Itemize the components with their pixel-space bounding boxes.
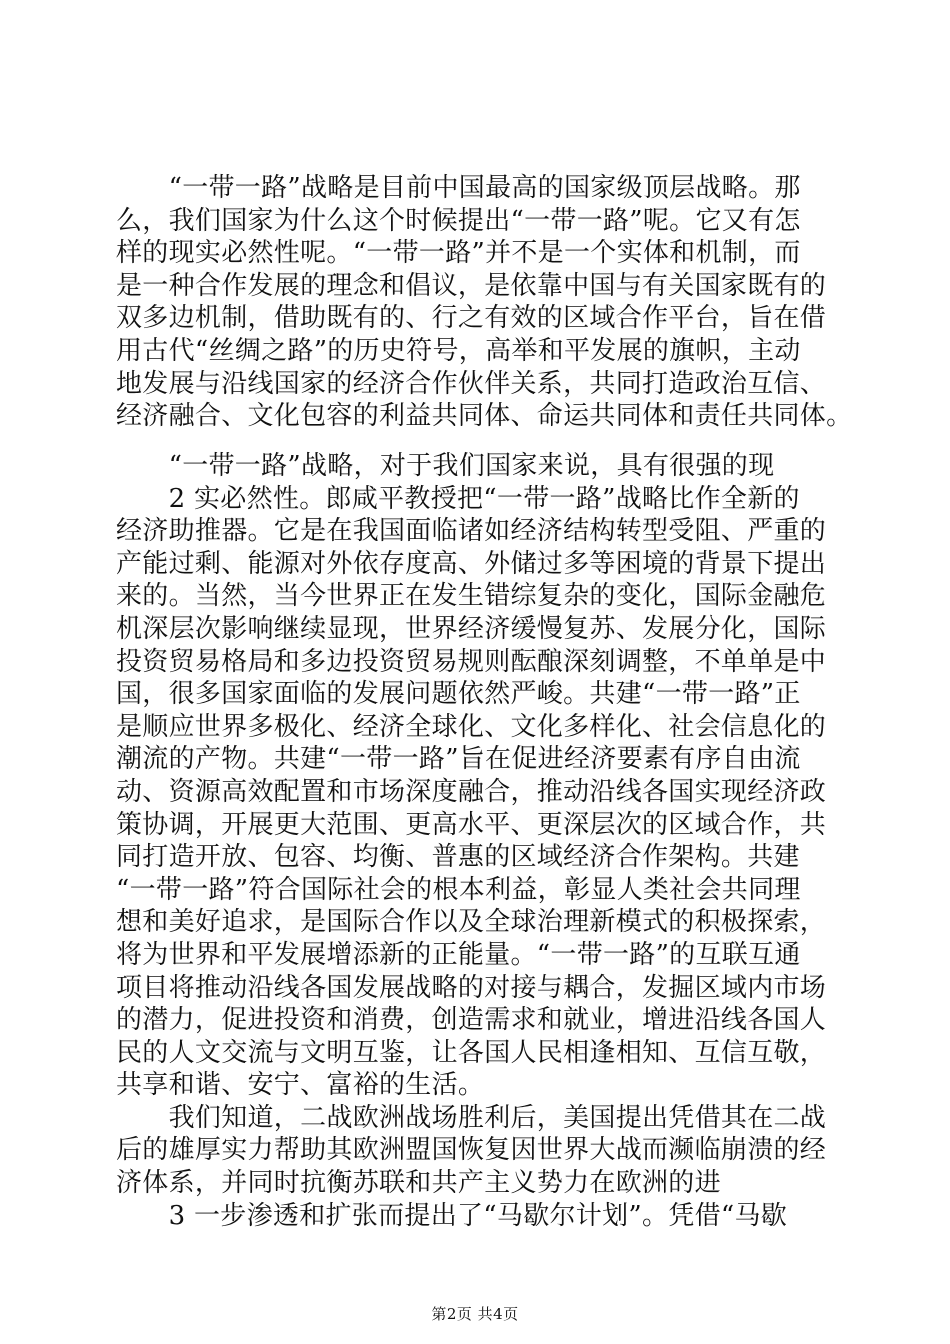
text-line: 的潜力，促进投资和消费，创造需求和就业，增进沿线各国人 [116, 1005, 827, 1036]
text-line: 机深层次影响继续显现，世界经济缓慢复苏、发展分化，国际 [116, 613, 827, 644]
paragraph-2 [116, 450, 846, 1232]
text-line: 地发展与沿线国家的经济合作伙伴关系，共同打造政治互信、 [116, 368, 827, 399]
text-line: 双多边机制，借助既有的、行之有效的区域合作平台，旨在借 [116, 303, 827, 334]
text-line: 来的。当然，当今世界正在发生错综复杂的变化，国际金融危 [116, 581, 827, 612]
text-line: 项目将推动沿线各国发展战略的对接与耦合，发掘区域内市场 [116, 972, 827, 1003]
paragraph-1 [116, 172, 853, 433]
text-line: “一带一路”战略是目前中国最高的国家级顶层战略。那 [116, 173, 801, 203]
text-line: 经济助推器。它是在我国面临诸如经济结构转型受阻、严重的 [116, 516, 827, 547]
text-line: 经济融合、文化包容的利益共同体、命运共同体和责任共同体。 [116, 401, 853, 432]
text-line: 策协调，开展更大范围、更高水平、更深层次的区域合作，共 [116, 809, 827, 840]
text-line: 济体系，并同时抗衡苏联和共产主义势力在欧洲的进 [116, 1168, 721, 1199]
text-line: 我们知道，二战欧洲战场胜利后，美国提出凭借其在二战 [116, 1102, 827, 1133]
text-line: 投资贸易格局和多边投资贸易规则酝酿深刻调整，不单单是中 [116, 646, 827, 677]
text-line: 民的人文交流与文明互鉴，让各国人民相逢相知、互信互敬， [116, 1037, 827, 1068]
text-line: 潮流的产物。共建“一带一路”旨在促进经济要素有序自由流 [116, 744, 801, 775]
text-line: 同打造开放、包容、均衡、普惠的区域经济合作架构。共建 [116, 842, 800, 873]
text-line: “一带一路”战略，对于我们国家来说，具有很强的现 [116, 451, 775, 481]
text-line: 后的雄厚实力帮助其欧洲盟国恢复因世界大战而濒临崩溃的经 [116, 1135, 827, 1166]
text-line: 将为世界和平发展增添新的正能量。“一带一路”的互联互通 [116, 939, 801, 970]
text-line: 2 实必然性。郎咸平教授把“一带一路”战略比作全新的 [116, 483, 800, 514]
text-line: 产能过剩、能源对外依存度高、外储过多等困境的背景下提出 [116, 548, 827, 579]
text-line: 是一种合作发展的理念和倡议，是依靠中国与有关国家既有的 [116, 270, 827, 301]
text-line: 共享和谐、安宁、富裕的生活。 [116, 1070, 485, 1101]
text-line: 是顺应世界多极化、经济全球化、文化多样化、社会信息化的 [116, 711, 827, 742]
text-line: 用古代“丝绸之路”的历史符号，高举和平发展的旗帜，主动 [116, 335, 801, 366]
text-line: “一带一路”符合国际社会的根本利益，彰显人类社会共同理 [116, 874, 801, 905]
text-line: 国，很多国家面临的发展问题依然严峻。共建“一带一路”正 [116, 679, 801, 710]
text-line: 样的现实必然性呢。“一带一路”并不是一个实体和机制，而 [116, 238, 801, 269]
text-line: 么，我们国家为什么这个时候提出“一带一路”呢。它又有怎 [116, 205, 801, 236]
text-line: 动、资源高效配置和市场深度融合，推动沿线各国实现经济政 [116, 776, 827, 807]
page-footer: 第2页 共4页 [431, 1305, 519, 1323]
text-line: 想和美好追求，是国际合作以及全球治理新模式的积极探索， [116, 907, 827, 938]
text-line: 3 一步渗透和扩张而提出了“马歇尔计划”。凭借“马歇 [116, 1200, 788, 1231]
